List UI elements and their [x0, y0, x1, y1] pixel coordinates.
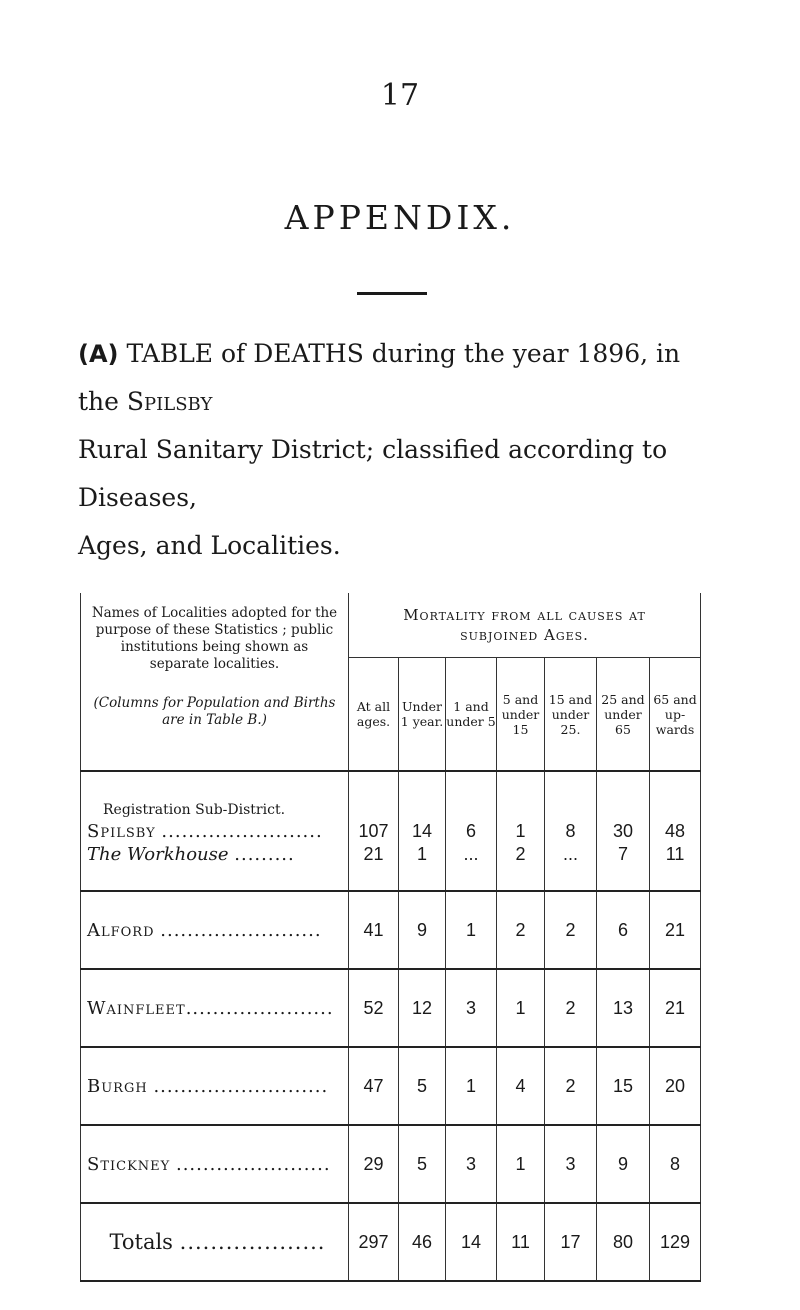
total-cell: 129 — [650, 1203, 701, 1281]
value-cell: 15 — [597, 1047, 650, 1125]
value-cell: 1 — [446, 1047, 497, 1125]
value-cell: 2 — [545, 969, 597, 1047]
table-row — [81, 1125, 701, 1203]
value-cell: 2 — [545, 1047, 597, 1125]
value-cell: 13 — [597, 969, 650, 1047]
value-cell: 7 — [597, 844, 650, 891]
page-number: 17 — [380, 78, 420, 113]
value-cell: 6 — [446, 818, 497, 844]
total-cell: 14 — [446, 1203, 497, 1281]
value-cell: 1 — [497, 969, 545, 1047]
age-column-header: 15 and under 25. — [545, 658, 597, 772]
caption-line2: Rural Sanitary District; classified according to Diseases, — [78, 435, 668, 512]
age-column-header: 25 and under 65 — [597, 658, 650, 772]
locality-name: Burgh .......................... — [81, 1047, 349, 1125]
value-cell: 3 — [446, 1125, 497, 1203]
value-cell: 6 — [597, 891, 650, 969]
value-cell: 8 — [545, 818, 597, 844]
value-cell: 20 — [650, 1047, 701, 1125]
table-row — [81, 891, 701, 969]
value-cell: 14 — [399, 818, 446, 844]
value-cell: 29 — [349, 1125, 399, 1203]
localities-header-text: Names of Localities adopted for the purpose of these Statistics ; public institutions being shown as separate localities. — [91, 605, 338, 672]
value-cell: 30 — [597, 818, 650, 844]
total-cell: 11 — [497, 1203, 545, 1281]
age-column-header: 1 and under 5 — [446, 658, 497, 772]
total-cell: 80 — [597, 1203, 650, 1281]
value-cell: ... — [446, 844, 497, 891]
value-cell: 8 — [650, 1125, 701, 1203]
value-cell: 5 — [399, 1125, 446, 1203]
locality-name: Stickney ....................... — [81, 1125, 349, 1203]
localities-header — [81, 593, 349, 771]
age-column-header: At all ages. — [349, 658, 399, 772]
total-cell: 17 — [545, 1203, 597, 1281]
locality-name: Spilsby ........................ — [81, 818, 349, 844]
table-row — [81, 818, 701, 844]
heading-rule — [357, 292, 427, 295]
age-column-header: 5 and under 15 — [497, 658, 545, 772]
table-row — [81, 844, 701, 891]
value-cell: 107 — [349, 818, 399, 844]
total-cell: 297 — [349, 1203, 399, 1281]
value-cell: 11 — [650, 844, 701, 891]
value-cell: 2 — [545, 891, 597, 969]
total-cell: 46 — [399, 1203, 446, 1281]
table-row — [81, 969, 701, 1047]
value-cell: 1 — [446, 891, 497, 969]
locality-name: The Workhouse ......... — [81, 844, 349, 891]
caption-district: Spilsby — [126, 387, 213, 416]
value-cell: 1 — [497, 1125, 545, 1203]
value-cell: 48 — [650, 818, 701, 844]
value-cell: 9 — [399, 891, 446, 969]
value-cell: 1 — [399, 844, 446, 891]
mortality-header — [349, 593, 701, 658]
caption-line1: TABLE of DEATHS during the year 1896, in the — [78, 339, 681, 416]
value-cell: 21 — [349, 844, 399, 891]
value-cell: 5 — [399, 1047, 446, 1125]
value-cell: ... — [545, 844, 597, 891]
caption-line3: Ages, and Localities. — [78, 531, 341, 560]
localities-header-note: (Columns for Population and Births are in Table B.) — [93, 695, 336, 728]
age-column-header: Under 1 year. — [399, 658, 446, 772]
value-cell: 3 — [446, 969, 497, 1047]
totals-row — [81, 1203, 701, 1281]
table-row — [81, 1047, 701, 1125]
value-cell: 9 — [597, 1125, 650, 1203]
locality-name: Wainfleet...................... — [81, 969, 349, 1047]
age-column-header: 65 and up-wards — [650, 658, 701, 772]
locality-name: Alford ........................ — [81, 891, 349, 969]
page-heading: APPENDIX. — [284, 198, 516, 237]
mortality-header-line1: Mortality from all causes at — [403, 606, 646, 624]
value-cell: 4 — [497, 1047, 545, 1125]
value-cell: 2 — [497, 891, 545, 969]
subdistrict-label: Registration Sub-District. — [81, 771, 349, 818]
value-cell: 12 — [399, 969, 446, 1047]
value-cell: 21 — [650, 969, 701, 1047]
value-cell: 2 — [497, 844, 545, 891]
value-cell: 3 — [545, 1125, 597, 1203]
deaths-table — [80, 593, 701, 1282]
value-cell: 1 — [497, 818, 545, 844]
value-cell: 52 — [349, 969, 399, 1047]
mortality-header-line2: subjoined Ages. — [460, 626, 589, 644]
value-cell: 47 — [349, 1047, 399, 1125]
totals-label: Totals ................... — [81, 1203, 349, 1281]
table-caption — [78, 330, 728, 570]
value-cell: 41 — [349, 891, 399, 969]
value-cell: 21 — [650, 891, 701, 969]
caption-label: (A) — [78, 340, 119, 368]
